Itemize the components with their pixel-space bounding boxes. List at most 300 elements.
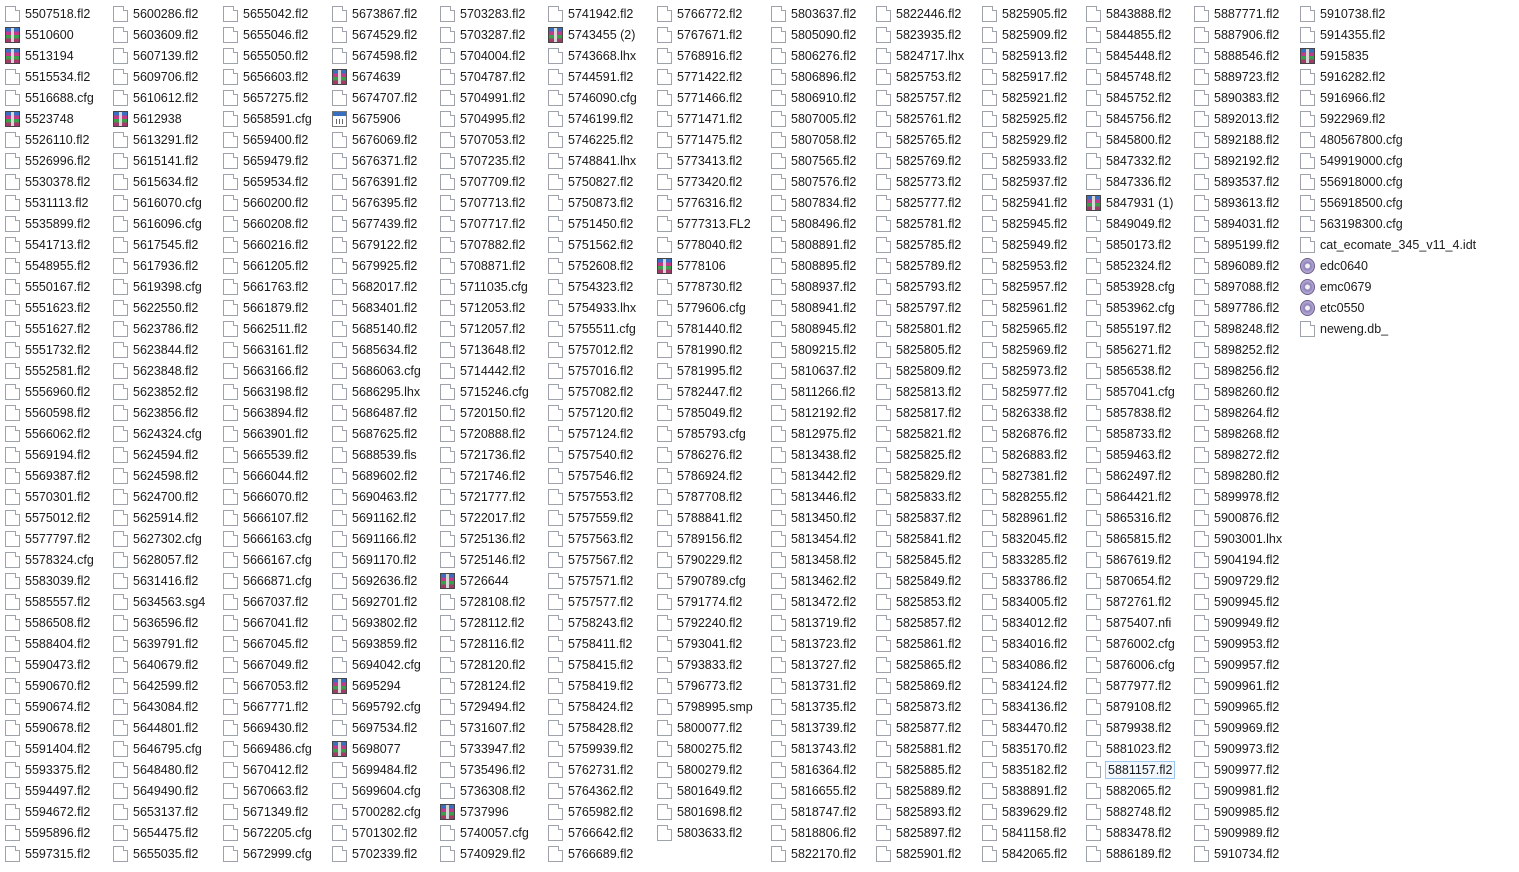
file-item[interactable] [223,24,313,45]
file-item[interactable] [332,24,422,45]
file-item[interactable] [223,360,313,381]
file-item[interactable] [657,759,754,780]
file-item[interactable] [548,780,638,801]
file-item[interactable] [1194,318,1283,339]
file-item[interactable] [113,3,206,24]
file-item[interactable] [548,360,638,381]
file-item[interactable] [223,570,313,591]
file-item[interactable] [982,570,1068,591]
file-item[interactable] [223,192,313,213]
file-item[interactable] [548,45,638,66]
file-item[interactable] [113,738,206,759]
file-item[interactable] [440,276,530,297]
file-item[interactable] [113,759,206,780]
file-item[interactable] [1300,87,1477,108]
file-item[interactable] [876,234,965,255]
file-item[interactable] [876,423,965,444]
file-item[interactable] [771,3,857,24]
file-item[interactable] [5,486,95,507]
file-item[interactable] [982,3,1068,24]
file-item[interactable] [1300,213,1477,234]
file-item[interactable] [1086,150,1176,171]
file-item[interactable] [1086,234,1176,255]
file-item[interactable] [1086,549,1176,570]
file-item[interactable] [771,150,857,171]
file-item[interactable] [982,423,1068,444]
file-item[interactable] [657,255,754,276]
file-item[interactable] [332,738,422,759]
file-item[interactable] [332,87,422,108]
file-item[interactable] [5,3,95,24]
file-item[interactable] [1086,171,1176,192]
file-item[interactable] [876,108,965,129]
file-item[interactable] [113,360,206,381]
file-item[interactable] [440,759,530,780]
file-item[interactable] [771,192,857,213]
file-item[interactable] [1300,171,1477,192]
file-item[interactable] [1086,759,1176,780]
file-item[interactable] [113,423,206,444]
file-item[interactable] [548,633,638,654]
file-item[interactable] [332,402,422,423]
file-item[interactable] [332,570,422,591]
file-item[interactable] [548,402,638,423]
file-item[interactable] [440,171,530,192]
file-item[interactable] [876,24,965,45]
file-item[interactable] [771,129,857,150]
file-item[interactable] [332,780,422,801]
file-item[interactable] [223,801,313,822]
file-item[interactable] [223,276,313,297]
file-item[interactable] [657,633,754,654]
file-item[interactable] [440,150,530,171]
file-item[interactable] [982,402,1068,423]
file-item[interactable] [1194,612,1283,633]
file-item[interactable] [876,696,965,717]
file-item[interactable] [1086,696,1176,717]
file-item[interactable] [223,255,313,276]
file-item[interactable] [982,276,1068,297]
file-item[interactable] [876,528,965,549]
file-item[interactable] [771,234,857,255]
file-item[interactable] [982,381,1068,402]
file-item[interactable] [5,717,95,738]
file-item[interactable] [5,276,95,297]
file-item[interactable] [1194,486,1283,507]
file-item[interactable] [876,150,965,171]
file-item[interactable] [113,171,206,192]
file-item[interactable] [771,24,857,45]
file-item[interactable] [5,213,95,234]
file-item[interactable] [1086,843,1176,864]
file-item[interactable] [332,129,422,150]
file-item[interactable] [1086,633,1176,654]
file-item[interactable] [1086,507,1176,528]
file-item[interactable] [657,780,754,801]
file-item[interactable] [1086,297,1176,318]
file-item[interactable] [771,108,857,129]
file-item[interactable] [113,297,206,318]
file-item[interactable] [332,654,422,675]
file-item[interactable] [5,255,95,276]
file-item[interactable] [5,45,95,66]
file-item[interactable] [223,234,313,255]
file-item[interactable] [440,87,530,108]
file-item[interactable] [113,801,206,822]
file-item[interactable] [1086,612,1176,633]
file-item[interactable] [1194,108,1283,129]
file-item[interactable] [657,213,754,234]
file-item[interactable] [113,24,206,45]
file-item[interactable] [332,297,422,318]
file-item[interactable] [5,738,95,759]
file-item[interactable] [440,801,530,822]
file-item[interactable] [5,675,95,696]
file-item[interactable] [332,675,422,696]
file-item[interactable] [982,87,1068,108]
file-item[interactable] [332,360,422,381]
file-item[interactable] [332,528,422,549]
file-item[interactable] [548,192,638,213]
file-item[interactable] [5,570,95,591]
file-item[interactable] [1086,45,1176,66]
file-item[interactable] [657,318,754,339]
file-item[interactable] [548,822,638,843]
file-item[interactable] [657,66,754,87]
file-item[interactable] [1194,234,1283,255]
file-item[interactable] [982,129,1068,150]
file-item[interactable] [1086,66,1176,87]
file-item[interactable] [223,297,313,318]
file-item[interactable] [332,822,422,843]
file-item[interactable] [440,549,530,570]
file-item[interactable] [440,654,530,675]
file-item[interactable] [548,318,638,339]
file-item[interactable] [1300,129,1477,150]
file-item[interactable] [657,87,754,108]
file-item[interactable] [1086,255,1176,276]
file-item[interactable] [982,339,1068,360]
file-item[interactable] [982,843,1068,864]
file-item[interactable] [548,24,638,45]
file-item[interactable] [332,45,422,66]
file-item[interactable] [657,24,754,45]
file-item[interactable] [771,759,857,780]
file-item[interactable] [113,276,206,297]
file-item[interactable] [548,129,638,150]
file-item[interactable] [982,108,1068,129]
file-item[interactable] [223,780,313,801]
file-item[interactable] [5,66,95,87]
file-item[interactable] [113,213,206,234]
file-item[interactable] [440,612,530,633]
file-item[interactable] [1300,66,1477,87]
file-item[interactable] [440,318,530,339]
file-item[interactable] [771,612,857,633]
file-item[interactable] [440,465,530,486]
file-item[interactable] [876,759,965,780]
file-item[interactable] [1086,444,1176,465]
file-item[interactable] [440,738,530,759]
file-item[interactable] [1086,3,1176,24]
file-item[interactable] [657,717,754,738]
file-item[interactable] [332,696,422,717]
file-item[interactable] [657,570,754,591]
file-item[interactable] [1086,108,1176,129]
file-item[interactable] [982,171,1068,192]
file-item[interactable] [982,444,1068,465]
file-item[interactable] [771,507,857,528]
file-item[interactable] [332,276,422,297]
file-item[interactable] [223,150,313,171]
file-item[interactable] [332,486,422,507]
file-item[interactable] [1086,381,1176,402]
file-item[interactable] [113,549,206,570]
file-item[interactable] [982,45,1068,66]
file-item[interactable] [657,801,754,822]
file-item[interactable] [982,822,1068,843]
file-item[interactable] [5,801,95,822]
file-item[interactable] [771,654,857,675]
file-item[interactable] [113,633,206,654]
file-item[interactable] [982,654,1068,675]
file-item[interactable] [657,612,754,633]
file-item[interactable] [657,507,754,528]
file-item[interactable] [223,339,313,360]
file-item[interactable] [1300,255,1477,276]
file-item[interactable] [1194,381,1283,402]
file-item[interactable] [332,381,422,402]
file-item[interactable] [771,402,857,423]
file-item[interactable] [5,360,95,381]
file-item[interactable] [771,843,857,864]
file-item[interactable] [440,3,530,24]
file-item[interactable] [1300,108,1477,129]
file-item[interactable] [982,360,1068,381]
file-item[interactable] [771,801,857,822]
file-item[interactable] [440,360,530,381]
file-item[interactable] [332,423,422,444]
file-item[interactable] [1194,822,1283,843]
file-item[interactable] [771,465,857,486]
file-item[interactable] [1300,318,1477,339]
file-item[interactable] [657,549,754,570]
file-item[interactable] [771,276,857,297]
file-item[interactable] [223,507,313,528]
file-item[interactable] [657,276,754,297]
file-item[interactable] [1086,570,1176,591]
file-item[interactable] [223,318,313,339]
file-item[interactable] [1194,129,1283,150]
file-item[interactable] [5,780,95,801]
file-item[interactable] [876,717,965,738]
file-item[interactable] [5,339,95,360]
file-item[interactable] [113,507,206,528]
file-item[interactable] [657,339,754,360]
file-item[interactable] [440,234,530,255]
file-item[interactable] [548,696,638,717]
file-item[interactable] [1086,486,1176,507]
file-item[interactable] [876,213,965,234]
file-item[interactable] [982,633,1068,654]
file-item[interactable] [876,654,965,675]
file-item[interactable] [1086,87,1176,108]
file-item[interactable] [1194,276,1283,297]
file-item[interactable] [771,549,857,570]
file-item[interactable] [5,633,95,654]
file-item[interactable] [1300,234,1477,255]
file-item[interactable] [1086,465,1176,486]
file-item[interactable] [1194,45,1283,66]
file-item[interactable] [440,570,530,591]
file-item[interactable] [332,717,422,738]
file-item[interactable] [440,339,530,360]
file-item[interactable] [113,150,206,171]
file-item[interactable] [440,24,530,45]
file-item[interactable] [223,633,313,654]
file-item[interactable] [113,591,206,612]
file-item[interactable] [548,759,638,780]
file-item[interactable] [982,696,1068,717]
file-item[interactable] [113,717,206,738]
file-item[interactable] [657,192,754,213]
file-item[interactable] [332,507,422,528]
file-item[interactable] [223,3,313,24]
file-item[interactable] [982,591,1068,612]
file-item[interactable] [657,465,754,486]
file-item[interactable] [982,234,1068,255]
file-item[interactable] [548,738,638,759]
file-item[interactable] [1086,675,1176,696]
file-item[interactable] [223,675,313,696]
file-item[interactable] [1086,780,1176,801]
file-item[interactable] [876,570,965,591]
file-item[interactable] [876,87,965,108]
file-item[interactable] [1086,276,1176,297]
file-item[interactable] [440,423,530,444]
file-item[interactable] [113,843,206,864]
file-item[interactable] [771,738,857,759]
file-item[interactable] [771,528,857,549]
file-item[interactable] [876,465,965,486]
file-item[interactable] [771,486,857,507]
file-item[interactable] [1194,633,1283,654]
file-item[interactable] [548,213,638,234]
file-item[interactable] [771,675,857,696]
file-item[interactable] [548,423,638,444]
file-item[interactable] [657,360,754,381]
file-item[interactable] [5,507,95,528]
file-item[interactable] [440,822,530,843]
file-item[interactable] [771,570,857,591]
file-item[interactable] [657,822,754,843]
file-item[interactable] [113,339,206,360]
file-item[interactable] [1194,759,1283,780]
file-item[interactable] [548,507,638,528]
file-item[interactable] [440,717,530,738]
file-item[interactable] [1300,297,1477,318]
file-item[interactable] [223,717,313,738]
file-item[interactable] [332,759,422,780]
file-item[interactable] [657,171,754,192]
file-item[interactable] [223,759,313,780]
file-item[interactable] [548,276,638,297]
file-item[interactable] [1194,591,1283,612]
file-item[interactable] [332,339,422,360]
file-item[interactable] [982,675,1068,696]
file-item[interactable] [113,381,206,402]
file-item[interactable] [1194,549,1283,570]
file-item[interactable] [332,213,422,234]
file-item[interactable] [1194,675,1283,696]
file-item[interactable] [1194,528,1283,549]
file-item[interactable] [5,402,95,423]
file-item[interactable] [1086,738,1176,759]
file-item[interactable] [1194,171,1283,192]
file-item[interactable] [548,444,638,465]
file-item[interactable] [223,696,313,717]
file-item[interactable] [223,822,313,843]
file-item[interactable] [982,780,1068,801]
file-item[interactable] [1194,738,1283,759]
file-item[interactable] [1300,276,1477,297]
file-item[interactable] [548,612,638,633]
file-item[interactable] [982,318,1068,339]
file-item[interactable] [5,549,95,570]
file-item[interactable] [657,591,754,612]
file-item[interactable] [1194,339,1283,360]
file-item[interactable] [440,591,530,612]
file-item[interactable] [657,3,754,24]
file-item[interactable] [440,402,530,423]
file-item[interactable] [876,276,965,297]
file-item[interactable] [5,759,95,780]
file-item[interactable] [876,591,965,612]
file-item[interactable] [223,549,313,570]
file-item[interactable] [223,591,313,612]
file-item[interactable] [771,171,857,192]
file-item[interactable] [982,507,1068,528]
file-item[interactable] [332,150,422,171]
file-item[interactable] [440,213,530,234]
file-item[interactable] [876,738,965,759]
file-item[interactable] [440,780,530,801]
file-item[interactable] [982,213,1068,234]
file-item[interactable] [876,255,965,276]
file-item[interactable] [771,591,857,612]
file-item[interactable] [1086,654,1176,675]
file-item[interactable] [1086,717,1176,738]
file-item[interactable] [876,444,965,465]
file-item[interactable] [548,570,638,591]
file-item[interactable] [876,549,965,570]
file-item[interactable] [876,486,965,507]
file-item[interactable] [5,465,95,486]
file-item[interactable] [113,654,206,675]
file-item[interactable] [548,108,638,129]
file-item[interactable] [1086,423,1176,444]
file-item[interactable] [982,759,1068,780]
file-item[interactable] [1194,843,1283,864]
file-item[interactable] [982,255,1068,276]
file-item[interactable] [1194,24,1283,45]
file-item[interactable] [982,66,1068,87]
file-item[interactable] [113,570,206,591]
file-item[interactable] [440,843,530,864]
file-item[interactable] [982,486,1068,507]
file-item[interactable] [657,738,754,759]
file-item[interactable] [771,780,857,801]
